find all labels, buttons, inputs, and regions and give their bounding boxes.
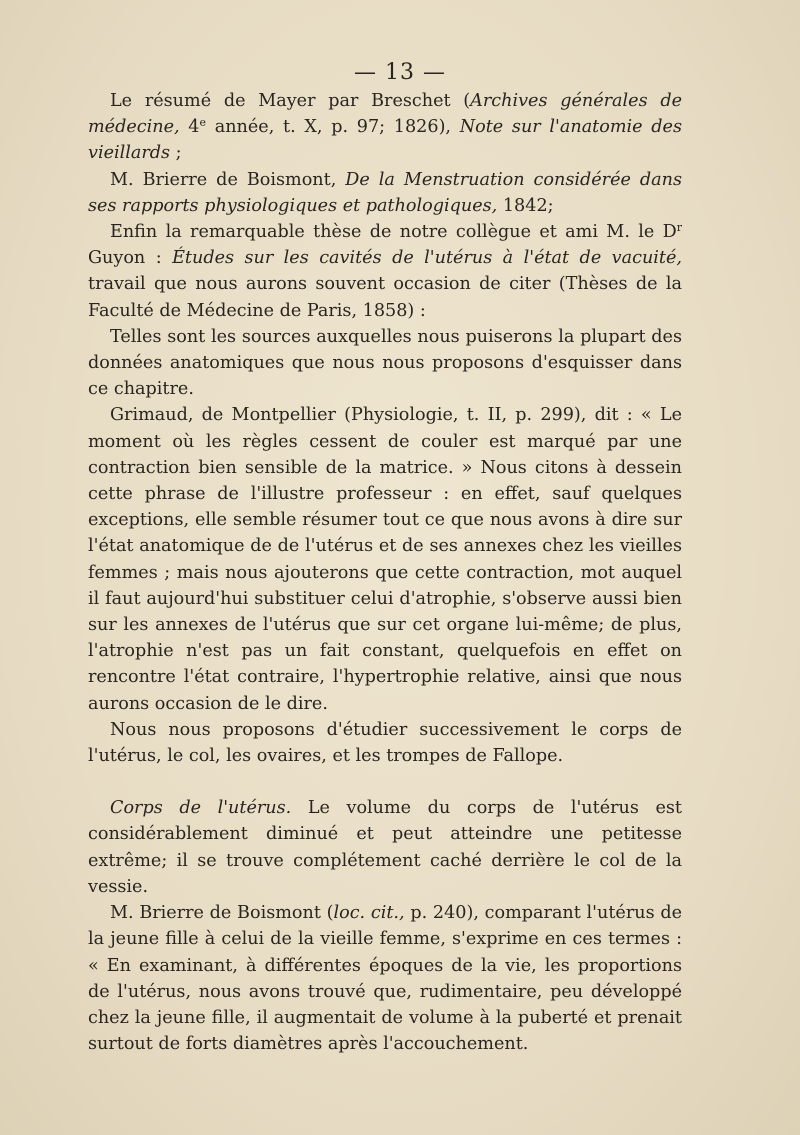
p3-text-d: travail que nous aurons souvent occasion de citer (Thèses de la Faculté de Médecine de Paris, 1858) : (88, 274, 682, 321)
p1-text-f: ; (170, 143, 182, 164)
p2-text-a: M. Brierre de Boismont, (110, 169, 346, 190)
p1-text-c: 4 (179, 117, 200, 138)
paragraph-2 (88, 167, 682, 219)
p3-text-b: Guyon : (88, 248, 173, 269)
paragraph-1 (88, 88, 682, 167)
p8-loc-cit: loc. cit., (333, 903, 405, 924)
p1-title-note: Note sur l'anatomie des vieillards (88, 117, 682, 164)
paragraph-5: Grimaud, de Montpellier (Physiologie, t. II, p. 299), dit : « Le moment où les règles cessent de couler est marqué par une contraction bien sensible de la matrice. » Nous citons à dessein cette phrase de l'illustre professeur : en effet, sauf quelques exceptions, elle semble résumer tout ce que nous avons à dire sur l'état anatomique de de l'utérus et de ses annexes chez les vieilles femmes ; mais nous ajouterons que cette contraction, mot auquel il faut aujourd'hui substituer celui d'atrophie, s'observe aussi bien sur les annexes de l'utérus que sur cet organe lui-même; de plus, l'atrophie n'est pas un fait constant, quelquefois en effet on rencontre l'état contraire, l'hypertrophie relative, ainsi que nous aurons occasion de le dire. (88, 405, 682, 714)
paragraph-7 (88, 795, 682, 900)
p8-text-c: p. 240), comparant l'utérus de la jeune fille à celui de la vieille femme, s'exprime en ces termes : « En examinant, à différentes époques de la vie, les proportions de l'utérus, nous avons trouvé que, rudimentaire, peu développé chez la jeune fille, il augmentait de volume à la puberté et prenait surtout de forts diamètres après l'accouchement. (88, 903, 682, 1055)
p2-text-c: 1842; (497, 195, 554, 216)
p1-title-archives: Archives générales de médecine, (88, 91, 682, 138)
p1-text-a: Le résumé de Mayer par Breschet ( (110, 91, 471, 111)
section-heading-corps: Corps de l'utérus. (110, 798, 292, 819)
p7-text-b: Le volume du corps de l'utérus est considérablement diminué et peut atteindre une petitesse extrême; il se trouve complétement caché derrière le col de la vessie. (88, 798, 682, 897)
paragraph-6: Nous nous proposons d'étudier successivement le corps de l'utérus, le col, les ovaires, et les trompes de Fallope. (88, 719, 682, 767)
p1-superscript: e (199, 116, 207, 130)
paragraph-8 (88, 900, 682, 1057)
page-number: — 13 — (354, 60, 446, 85)
p3-title-etudes: Études sur les cavités de l'utérus à l'état de vacuité, (172, 248, 682, 269)
p3-text-a: Enfin la remarquable thèse de notre collègue et ami M. le D (110, 222, 677, 243)
body-text (88, 88, 682, 1057)
paragraph-3 (88, 219, 682, 324)
p2-title-menstruation: De la Menstruation considérée dans ses rapports physiologiques et pathologiques, (88, 169, 682, 216)
p8-text-a: M. Brierre de Boismont ( (110, 903, 334, 924)
paragraph-4: Telles sont les sources auxquelles nous puiserons la plupart des données anatomiques que nous nous proposons d'esquisser dans ce chapitre. (88, 326, 682, 400)
p3-superscript: r (676, 221, 682, 235)
p1-text-d: année, t. X, p. 97; 1826), (206, 117, 460, 138)
